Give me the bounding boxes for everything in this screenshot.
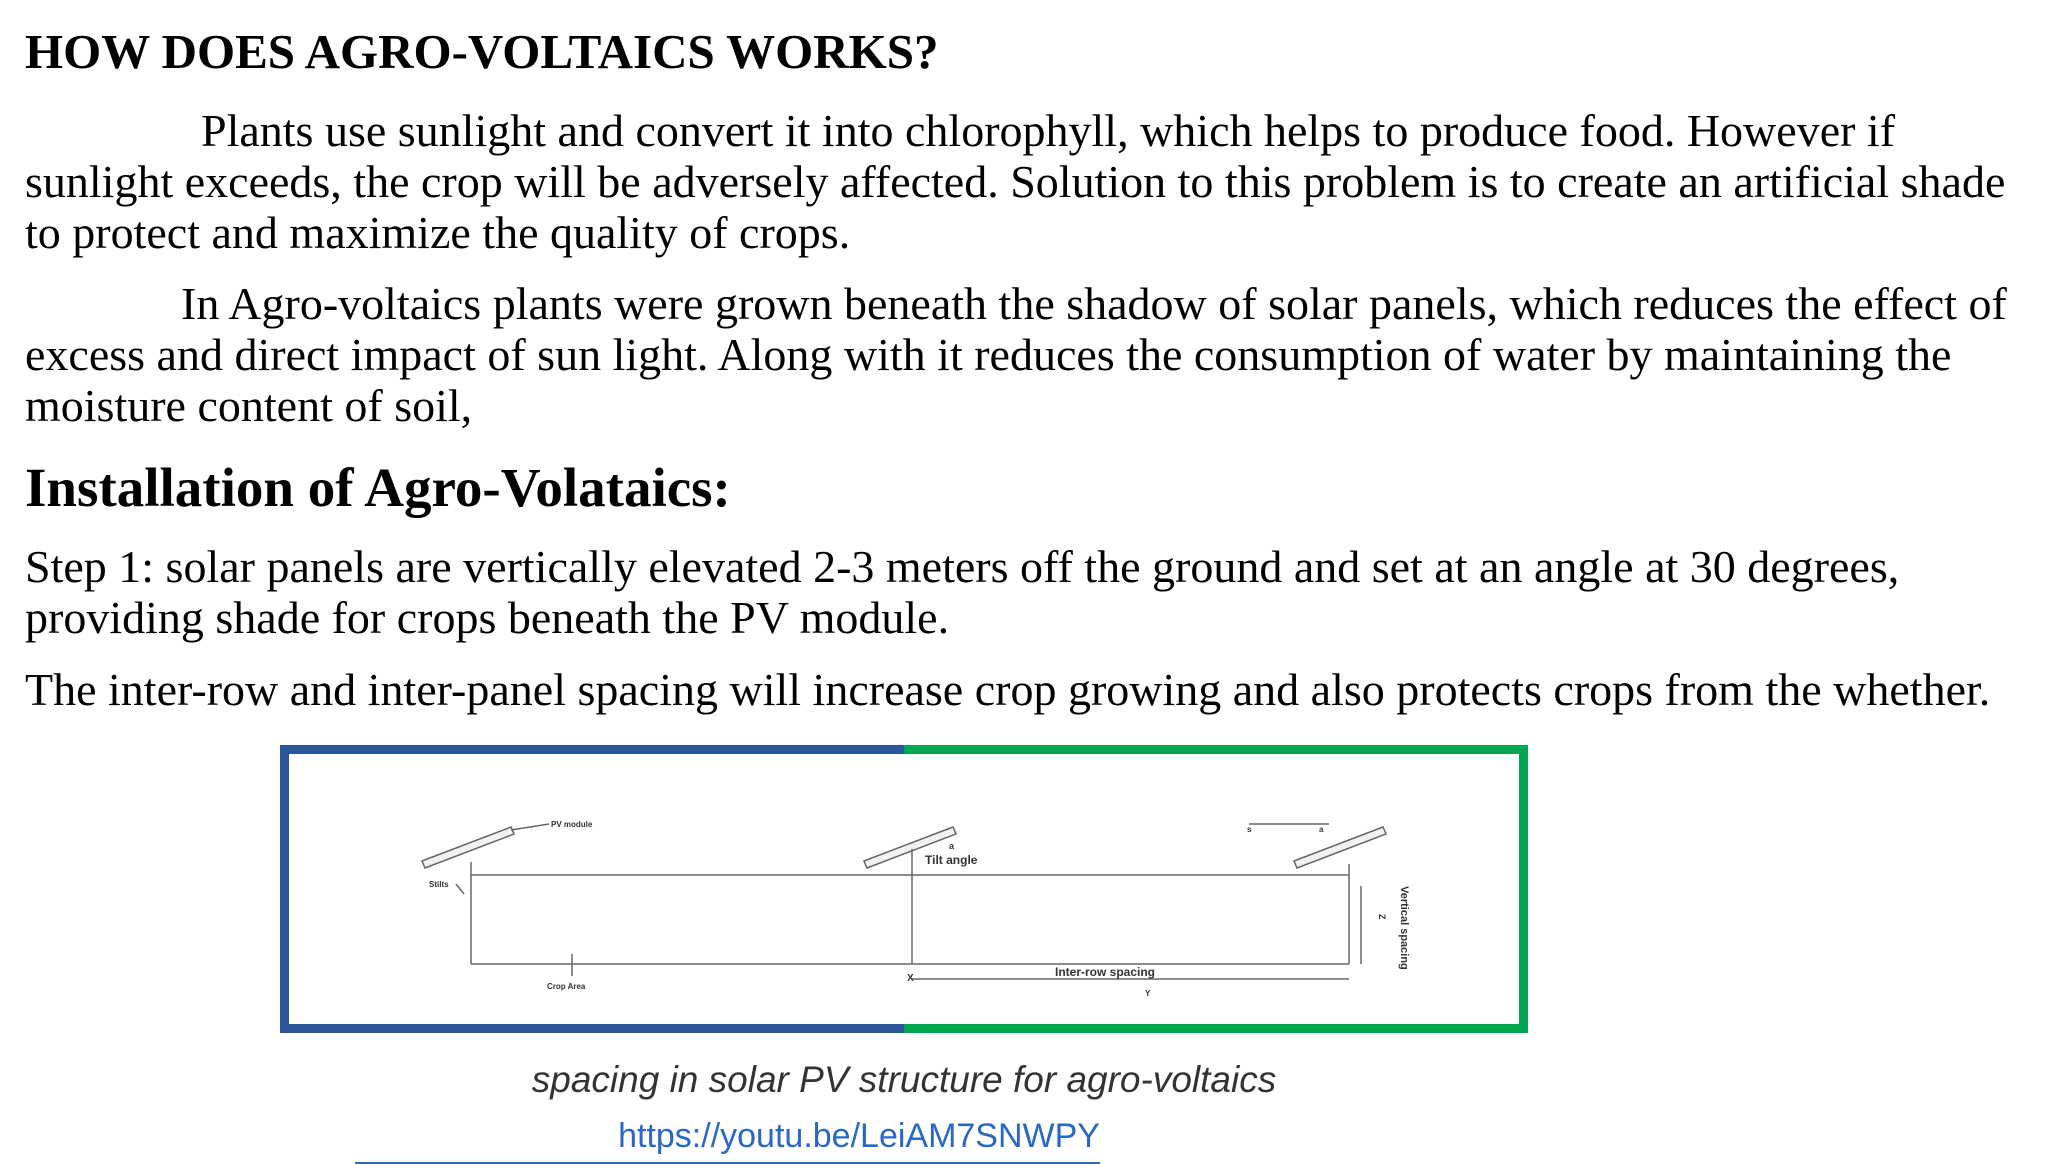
step-1-text: Step 1: solar panels are vertically elevated 2-3 meters off the ground and set at an angle at 30 degrees, providing shade for crops beneath the PV module. — [25, 541, 1900, 643]
vertical-spacing-label: Vertical spacing — [1398, 886, 1410, 970]
tilt-angle-label: Tilt angle — [925, 853, 978, 867]
pv-structure-diagram — [280, 745, 1528, 1033]
paragraph-text: Plants use sunlight and convert it into chlorophyll, which helps to produce food. However if sunlight exceeds, the crop will be adversely affected. Solution to this problem is to create an artificial shade to protect and maximize the quality of crops. — [25, 105, 2006, 258]
crop-area-label: Crop Area — [547, 982, 586, 991]
youtube-link[interactable]: https://youtu.be/LeiAM7SNWPY — [618, 1117, 1100, 1155]
x-label: X — [907, 973, 914, 984]
figure-caption: spacing in solar PV structure for agro-voltaics — [531, 1059, 1277, 1100]
diagram-svg — [289, 754, 1519, 1024]
alpha-label: a — [949, 841, 955, 851]
paragraph-how-it-works — [25, 105, 2015, 258]
paragraph-text: In Agro-voltaics plants were grown beneath the shadow of solar panels, which reduces the effect of excess and direct impact of sun light. Along with it reduces the consumption of water by maintaining the moisture content of soil, — [25, 278, 2007, 431]
stilts-pointer — [456, 884, 464, 894]
pv-module-pointer — [511, 824, 549, 830]
link-underline-row — [355, 1117, 1100, 1164]
pv-panel-3 — [1294, 827, 1386, 868]
a-label: a — [1319, 825, 1324, 834]
pv-module-label: PV module — [551, 820, 593, 829]
spacing-text: The inter-row and inter-panel spacing will increase crop growing and also protects crops from the whether. — [25, 664, 1991, 715]
pv-panel-1 — [422, 827, 514, 868]
inter-row-spacing-label: Inter-row spacing — [1055, 965, 1156, 979]
s-label: s — [1247, 825, 1252, 834]
installation-heading: Installation of Agro-Volataics: — [25, 457, 731, 518]
stilts-label: Stilts — [429, 880, 449, 889]
z-label: Z — [1377, 914, 1387, 920]
paragraph-agro-voltaics — [25, 278, 2025, 431]
y-label: Y — [1145, 989, 1151, 998]
page-heading: HOW DOES AGRO-VOLTAICS WORKS? — [25, 24, 939, 79]
